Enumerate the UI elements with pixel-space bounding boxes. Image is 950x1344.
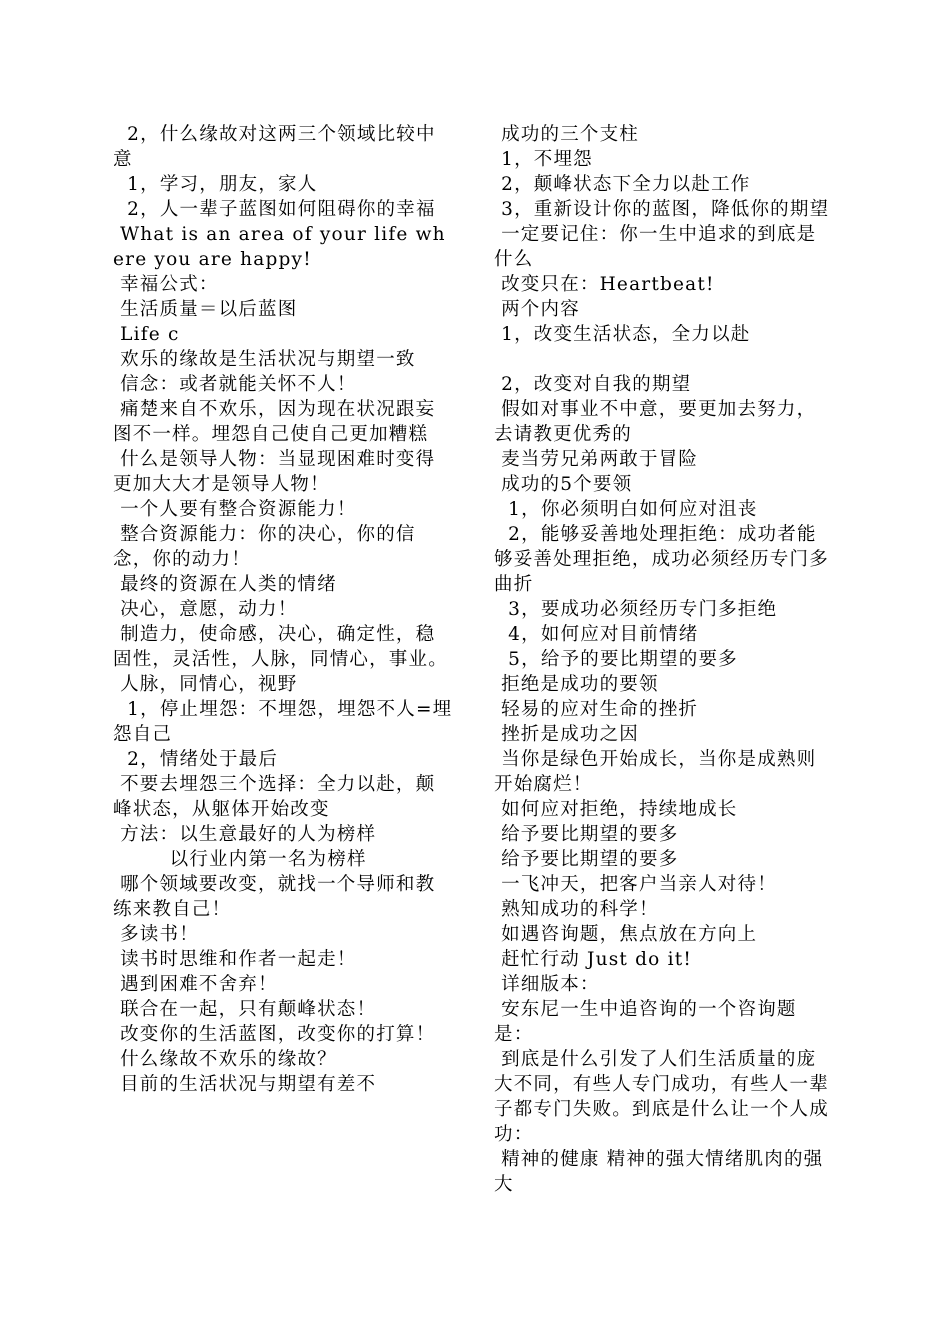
text-paragraph: 麦当劳兄弟两敢于冒险 [494,449,699,470]
text-paragraph: 2，人一辈子蓝图如何阻碍你的幸福 [113,199,436,220]
text-paragraph: 1，停止埋怨：不埋怨，埋怨不人=埋怨自己 [113,699,453,745]
text-paragraph: 不要去埋怨三个选择：全力以赴，颠峰状态，从躯体开始改变 [113,774,436,820]
text-paragraph: 什么是领导人物：当显现困难时变得更加大大才是领导人物！ [113,449,436,495]
text-paragraph: 信念：或者就能关怀不人！ [113,374,357,395]
text-paragraph: 欢乐的缘故是生活状况与期望一致 [113,349,416,370]
text-paragraph: 当你是绿色开始成长，当你是成熟则开始腐烂！ [494,749,817,795]
text-paragraph: 成功的三个支柱 [494,124,639,145]
text-paragraph: What is an area of your life where you are happy! [113,224,446,270]
text-paragraph: 2，什么缘故对这两三个领域比较中意 [113,124,436,170]
text-paragraph: 赶忙行动 Just do it! [494,949,692,970]
text-paragraph: 到底是什么引发了人们生活质量的庞大不同，有些人专门成功，有些人一辈子都专门失败。到底是什么让一个人成功： [494,1049,829,1145]
text-paragraph: 两个内容 [494,299,580,320]
text-paragraph: 假如对事业不中意，要更加去努力，去请教更优秀的 [494,399,817,445]
text-paragraph: 2，颠峰状态下全力以赴工作 [494,174,751,195]
text-paragraph: 生活质量＝以后蓝图 [113,299,298,320]
text-paragraph: 成功的5个要领 [494,474,633,495]
text-paragraph: 1，不埋怨 [494,149,593,170]
text-paragraph: 1，学习，朋友，家人 [113,174,318,195]
text-paragraph: 痛楚来自不欢乐，因为现在状况跟妄图不一样。埋怨自己使自己更加糟糕 [113,399,436,445]
text-paragraph: 如遇咨询题，焦点放在方向上 [494,924,758,945]
text-paragraph: 联合在一起，只有颠峰状态！ [113,999,377,1020]
text-paragraph: 决心，意愿，动力！ [113,599,298,620]
text-paragraph: 如何应对拒绝，持续地成长 [494,799,738,820]
left-text-column [113,122,453,1097]
text-paragraph: 2，情绪处于最后 [113,749,279,770]
text-paragraph: Life c [113,324,180,345]
text-paragraph: 什么缘故不欢乐的缘故？ [113,1049,337,1070]
text-paragraph: 给予要比期望的要多 [494,849,679,870]
text-paragraph: 一个人要有整合资源能力！ [113,499,357,520]
text-paragraph: 改变你的生活蓝图，改变你的打算！ [113,1024,436,1045]
text-paragraph: 最终的资源在人类的情绪 [113,574,337,595]
text-paragraph: 多读书！ [113,924,199,945]
text-paragraph: 1，改变生活状态，全力以赴 [494,324,751,345]
text-paragraph: 以行业内第一名为榜样 [113,849,367,870]
text-paragraph: 人脉，同情心，视野 [113,674,298,695]
text-paragraph: 拒绝是成功的要领 [494,674,659,695]
text-paragraph: 3，要成功必须经历专门多拒绝 [494,599,778,620]
text-paragraph: 轻易的应对生命的挫折 [494,699,699,720]
text-paragraph: 方法：以生意最好的人为榜样 [113,824,377,845]
text-paragraph: 精神的健康 精神的强大情绪肌肉的强大 [494,1149,824,1195]
text-paragraph: 制造力，使命感，决心，确定性，稳固性，灵活性，人脉，同情心，事业。 [113,624,448,670]
text-paragraph: 遇到困难不舍弃！ [113,974,278,995]
text-paragraph [494,347,834,372]
right-text-column [494,122,834,1197]
text-paragraph: 幸福公式： [113,274,219,295]
text-paragraph: 改变只在：Heartbeat! [494,274,715,295]
text-paragraph: 3，重新设计你的蓝图，降低你的期望 [494,199,830,220]
text-paragraph: 熟知成功的科学！ [494,899,659,920]
text-paragraph: 4，如何应对目前情绪 [494,624,699,645]
text-paragraph: 一飞冲天，把客户当亲人对待！ [494,874,777,895]
text-paragraph: 挫折是成功之因 [494,724,639,745]
text-paragraph: 整合资源能力：你的决心，你的信念，你的动力！ [113,524,416,570]
text-paragraph: 读书时思维和作者一起走！ [113,949,357,970]
text-paragraph: 1，你必须明白如何应对沮丧 [494,499,758,520]
text-paragraph: 给予要比期望的要多 [494,824,679,845]
text-paragraph: 安东尼一生中追咨询的一个咨询题是： [494,999,797,1045]
text-paragraph: 详细版本： [494,974,600,995]
text-paragraph: 2，能够妥善地处理拒绝：成功者能够妥善处理拒绝，成功必须经历专门多曲折 [494,524,829,595]
text-paragraph: 5，给予的要比期望的要多 [494,649,738,670]
text-paragraph: 目前的生活状况与期望有差不 [113,1074,377,1095]
text-paragraph: 2，改变对自我的期望 [494,374,692,395]
text-paragraph: 一定要记住：你一生中追求的到底是什么 [494,224,817,270]
text-paragraph: 哪个领域要改变，就找一个导师和教练来教自己！ [113,874,436,920]
